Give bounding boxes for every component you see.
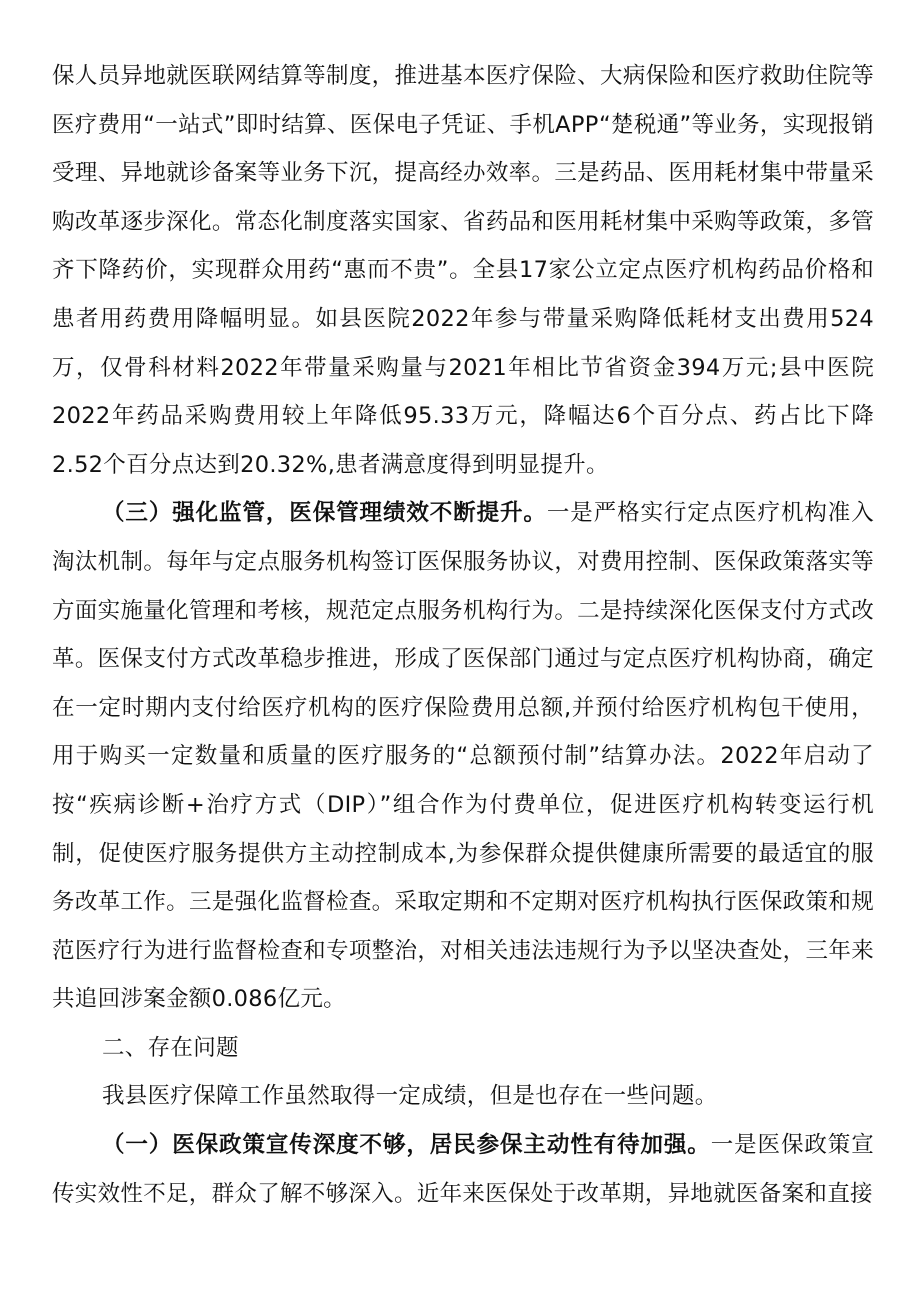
paragraph-supervision	[52, 489, 874, 1024]
paragraph-lead-heading: （三）强化监管，医保管理绩效不断提升。	[102, 500, 547, 527]
document-page	[52, 52, 874, 1218]
paragraph-problem-one	[52, 1121, 874, 1218]
paragraph-text: 一是医保政策宣传实效性不足，群众了解不够深入。近年来医保处于改革期，异地就医备案和直接	[52, 1132, 874, 1207]
paragraph-intro	[52, 1072, 874, 1121]
paragraph-text: 我县医疗保障工作虽然取得一定成绩，但是也存在一些问题。	[102, 1083, 718, 1110]
paragraph-text: 保人员异地就医联网结算等制度，推进基本医疗保险、大病保险和医疗救助住院等医疗费用“一站式”即时结算、医保电子凭证、手机APP“楚税通”等业务，实现报销受理、异地就诊备案等业务下沉，提高经办效率。三是药品、医用耗材集中带量采购改革逐步深化。常态化制度落实国家、省药品和医用耗材集中采购等政策，多管齐下降药价，实现群众用药“惠而不贵”。全县17家公立定点医疗机构药品价格和患者用药费用降幅明显。如县医院2022年参与带量采购降低耗材支出费用524万，仅骨科材料2022年带量采购量与2021年相比节省资金394万元;县中医院2022年药品采购费用较上年降低95.33万元，降幅达6个百分点、药占比下降2.52个百分点达到20.32%,患者满意度得到明显提升。	[52, 63, 874, 478]
paragraph-text: 一是严格实行定点医疗机构准入淘汰机制。每年与定点服务机构签订医保服务协议，对费用控制、医保政策落实等方面实施量化管理和考核，规范定点服务机构行为。二是持续深化医保支付方式改革。医保支付方式改革稳步推进，形成了医保部门通过与定点医疗机构协商，确定在一定时期内支付给医疗机构的医疗保险费用总额,并预付给医疗机构包干使用，用于购买一定数量和质量的医疗服务的“总额预付制”结算办法。2022年启动了按“疾病诊断+治疗方式（DIP）”组合作为付费单位，促进医疗机构转变运行机制，促使医疗服务提供方主动控制成本,为参保群众提供健康所需要的最适宜的服务改革工作。三是强化监督检查。采取定期和不定期对医疗机构执行医保政策和规范医疗行为进行监督检查和专项整治，对相关违法违规行为予以坚决查处，三年来共追回涉案金额0.086亿元。	[52, 500, 875, 1013]
section-heading: 二、存在问题	[102, 1034, 239, 1061]
paragraph-lead-heading: （一）医保政策宣传深度不够，居民参保主动性有待加强。	[102, 1132, 711, 1159]
paragraph-continuation	[52, 52, 874, 489]
